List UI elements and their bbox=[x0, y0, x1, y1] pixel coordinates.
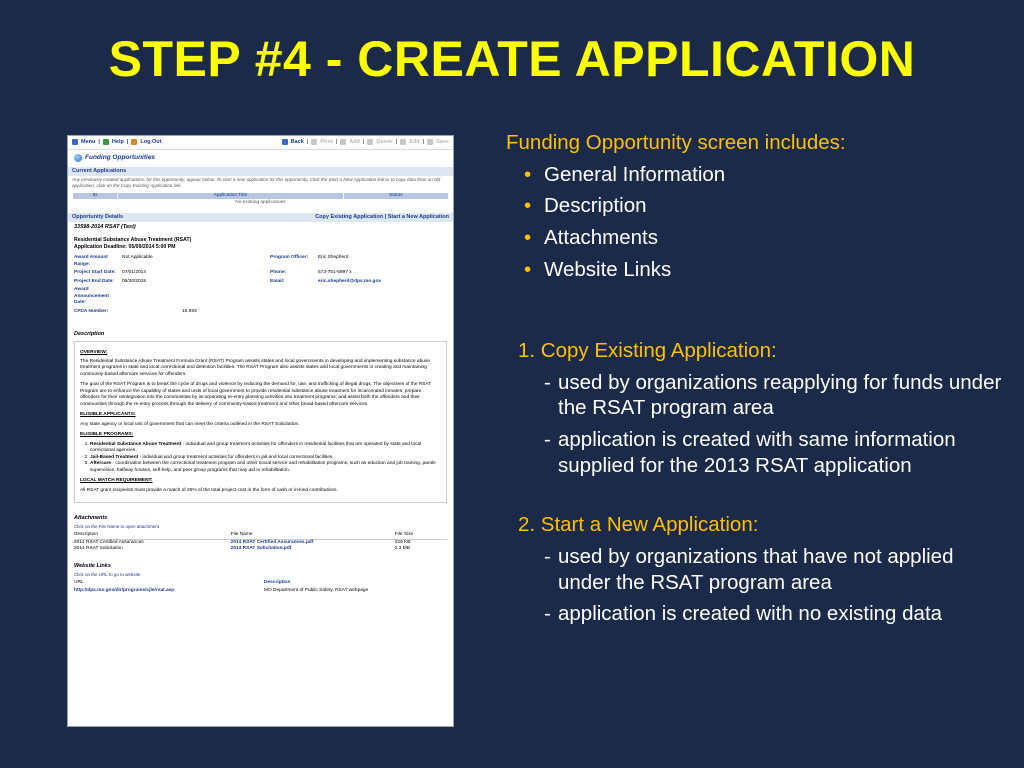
funding-opportunity-screenshot bbox=[67, 135, 454, 727]
delete-icon bbox=[367, 139, 373, 145]
detail-text: application is created with same information supplied for the 2013 RSAT application bbox=[558, 428, 956, 477]
edit-icon bbox=[400, 139, 406, 145]
phone-label: Phone: bbox=[270, 270, 287, 276]
attachment-size: 2.3 MB bbox=[394, 546, 410, 552]
detail-text: used by organizations that have not applied under the RSAT program area bbox=[558, 544, 954, 594]
current-applications-header bbox=[68, 167, 453, 176]
cfda-label: CFDA Number: bbox=[74, 308, 109, 314]
description-header: Description bbox=[264, 580, 291, 586]
list-item: • Website Links bbox=[518, 257, 1006, 283]
column-header: Description bbox=[74, 532, 231, 539]
feature-list bbox=[506, 162, 1006, 283]
url-header: URL bbox=[74, 580, 84, 586]
attachment-description: 2014 RSAT Certified Assurances bbox=[74, 539, 144, 545]
list-item: • Description bbox=[518, 193, 1006, 219]
start-new-application-link[interactable]: Start a New Application bbox=[387, 213, 449, 220]
copy-existing-details bbox=[506, 370, 1006, 479]
website-links-table bbox=[68, 578, 453, 596]
local-match-text: All RSAT grant recipients must provide a match of 25% of the total project cost in the form of cash or in-kind contributions. bbox=[80, 487, 338, 493]
link-separator: | bbox=[384, 213, 387, 220]
opportunity-fields bbox=[68, 251, 453, 315]
logout-link[interactable]: Log Out bbox=[140, 138, 162, 145]
eligible-programs-heading: ELIGIBLE PROGRAMS: bbox=[80, 432, 134, 438]
column-header[interactable]: Application Title bbox=[118, 192, 344, 199]
slide-title: STEP #4 - CREATE APPLICATION bbox=[108, 31, 916, 87]
award-amount-value: Not Applicable bbox=[122, 255, 153, 261]
current-applications-table bbox=[72, 192, 449, 207]
list-item: • Attachments bbox=[518, 225, 1006, 251]
project-start-value: 07/01/2014 bbox=[122, 270, 147, 276]
detail-text: application is created with no existing data bbox=[558, 602, 943, 626]
list-item bbox=[544, 370, 1006, 421]
attachments-table bbox=[74, 532, 447, 552]
attachment-file-link[interactable]: 2014 RSAT Solicitation.pdf bbox=[230, 546, 292, 552]
current-applications-title: Current Applications bbox=[72, 167, 127, 174]
help-link[interactable]: Help bbox=[111, 138, 124, 145]
dash-marker: - bbox=[544, 602, 551, 626]
notes-intro: Funding Opportunity screen includes: bbox=[506, 131, 846, 154]
print-button[interactable]: Print bbox=[320, 138, 333, 145]
application-deadline: Application Deadline: 05/09/2014 5:00 PM bbox=[74, 244, 176, 251]
overview-heading: OVERVIEW: bbox=[80, 349, 108, 355]
back-icon[interactable] bbox=[282, 139, 288, 145]
help-icon[interactable] bbox=[103, 139, 109, 145]
attachments-title: Attachments bbox=[74, 514, 108, 521]
back-button[interactable]: Back bbox=[290, 138, 304, 145]
website-links-note: Click on the URL to go to website bbox=[74, 572, 141, 578]
column-header[interactable]: ID bbox=[73, 192, 118, 199]
opportunity-details-title: Opportunity Details bbox=[72, 213, 124, 220]
program-name: Residential Substance Abuse Treatment (RSAT) bbox=[74, 237, 192, 244]
opportunity-details-header bbox=[68, 213, 453, 222]
website-links-title: Website Links bbox=[74, 562, 111, 569]
column-header: File Size bbox=[395, 532, 447, 539]
column-header: File Name bbox=[231, 532, 395, 539]
start-new-heading: 2. Start a New Application: bbox=[518, 513, 759, 537]
detail-text: used by organizations reapplying for funds under the RSAT program area bbox=[558, 370, 1002, 420]
empty-message: No existing applications bbox=[235, 200, 286, 206]
add-icon bbox=[340, 139, 346, 145]
list-item bbox=[544, 601, 1006, 627]
menu-icon[interactable] bbox=[72, 139, 78, 145]
page-title-text: Funding Opportunities bbox=[85, 154, 156, 161]
dash-marker: - bbox=[544, 428, 551, 451]
list-item bbox=[544, 427, 1006, 478]
project-end-label: Project End Date: bbox=[74, 278, 114, 284]
overview-paragraph: The goal of the RSAT Program is to break the cycle of drugs and violence by reducing the demand for, use, and trafficking of illegal drugs. The objectives of the RSAT Program are to enhance the capability of states and units of local government to provide residential substance abuse treatment for incarcerated inmates; prepare offenders for their reintegration into the communities by incorporating re-entry planning activities into treatment programs; and assist both the offenders and their communities through the re-entry process through the delivery of community-based treatment and other broad-based aftercare services. bbox=[80, 382, 432, 407]
website-description: MO Department of Public Safety, RSAT webpage bbox=[264, 587, 369, 593]
print-icon bbox=[311, 139, 317, 145]
toolbar: Menu | Help | Log Out Back | Print | Add | Delete | Edit | Save bbox=[68, 136, 453, 150]
list-item bbox=[544, 544, 1006, 595]
list-item: • General Information bbox=[518, 162, 1006, 188]
save-button[interactable]: Save bbox=[436, 138, 449, 145]
eligible-applicants-heading: ELIGIBLE APPLICANTS: bbox=[80, 412, 136, 418]
dash-marker: - bbox=[544, 370, 551, 394]
opportunity-id: 33598-2014 RSAT (Test) bbox=[74, 223, 136, 230]
edit-button[interactable]: Edit bbox=[409, 138, 420, 145]
eligible-programs-list bbox=[80, 442, 441, 474]
table-row bbox=[74, 546, 447, 552]
cfda-value: 16.593 bbox=[182, 308, 197, 314]
copy-existing-application-link[interactable]: Copy Existing Application bbox=[315, 213, 384, 220]
page-title bbox=[68, 150, 453, 167]
attachment-description: 2014 RSAT Solicitation bbox=[74, 546, 123, 552]
delete-button[interactable]: Delete bbox=[376, 138, 393, 145]
list-item: 2. Jail-Based Treatment - individual and group treatment activities for offenders in jail and local correctional facilities. bbox=[90, 455, 441, 461]
dash-marker: - bbox=[544, 544, 551, 568]
website-url-link[interactable]: http://dps.mo.gov/dir/programs/cjle/rsat.asp bbox=[74, 587, 175, 593]
slide-notes bbox=[506, 130, 1006, 633]
start-new-details bbox=[506, 544, 1006, 627]
phone-value: 573-751-5997 x bbox=[318, 270, 352, 276]
email-label: Email: bbox=[270, 278, 285, 284]
attachments-note: Click on the File Name to open attachment bbox=[74, 524, 160, 530]
list-item: 3. Aftercare - coordination between the correctional treatment program and other social service and rehabilitation programs, such as eduction and job training, parole supervision, halfway houses, self-help, and peer group programs that may aid in rehabilitation. bbox=[90, 461, 441, 474]
save-icon bbox=[427, 139, 433, 145]
column-header[interactable]: Status bbox=[343, 192, 448, 199]
add-button[interactable]: Add bbox=[349, 138, 360, 145]
program-officer-label: Program Officer: bbox=[270, 255, 309, 261]
description-title: Description bbox=[74, 331, 105, 338]
program-officer-value: Eric Shepherd bbox=[318, 255, 349, 261]
globe-icon bbox=[74, 154, 82, 162]
email-link[interactable]: eric.shepherd@dps.mo.gov bbox=[318, 278, 382, 284]
description-box bbox=[74, 341, 447, 503]
project-end-value: 06/30/2015 bbox=[122, 278, 147, 284]
menu-link[interactable]: Menu bbox=[81, 138, 96, 145]
overview-paragraph: The Residential Substance Abuse Treatment Formula Grant (RSAT) Program assists states and local governments in developing and implementing substance abuse treatment programs in state and local correctional and detention facilities. The RSAT Program also assists states and local governments in creating and maintaining community-based aftercare services for offenders. bbox=[80, 359, 430, 377]
attachment-file-link[interactable]: 2014 RSAT Certified Assurances.pdf bbox=[230, 539, 314, 545]
attachment-size: 225 KB bbox=[394, 539, 411, 545]
local-match-heading: LOCAL MATCH REQUIREMENT: bbox=[80, 478, 153, 484]
eligible-applicants-text: Any state agency or local unit of government that can meet the criteria outlined in the RSAT Solicitation. bbox=[80, 421, 300, 427]
project-start-label: Project Start Date: bbox=[74, 270, 116, 276]
logout-icon[interactable] bbox=[131, 139, 137, 145]
list-item: 1. Residential Substance Abuse Treatment - individual and group treatment activities for offenders in residential facilities that are operated by state and local correctional agencies. bbox=[90, 442, 441, 455]
announcement-date-label: Award Announcement Date: bbox=[74, 287, 109, 306]
copy-existing-heading: 1. Copy Existing Application: bbox=[518, 339, 777, 363]
award-amount-label: Award Amount Range: bbox=[74, 255, 108, 267]
current-applications-note: Any previously created applications, for this opportunity, appear below. To start a new application for this opportunity, Click the Start a New Application link or to copy data from an old application, click on the Copy Existing Application link. bbox=[72, 177, 441, 189]
